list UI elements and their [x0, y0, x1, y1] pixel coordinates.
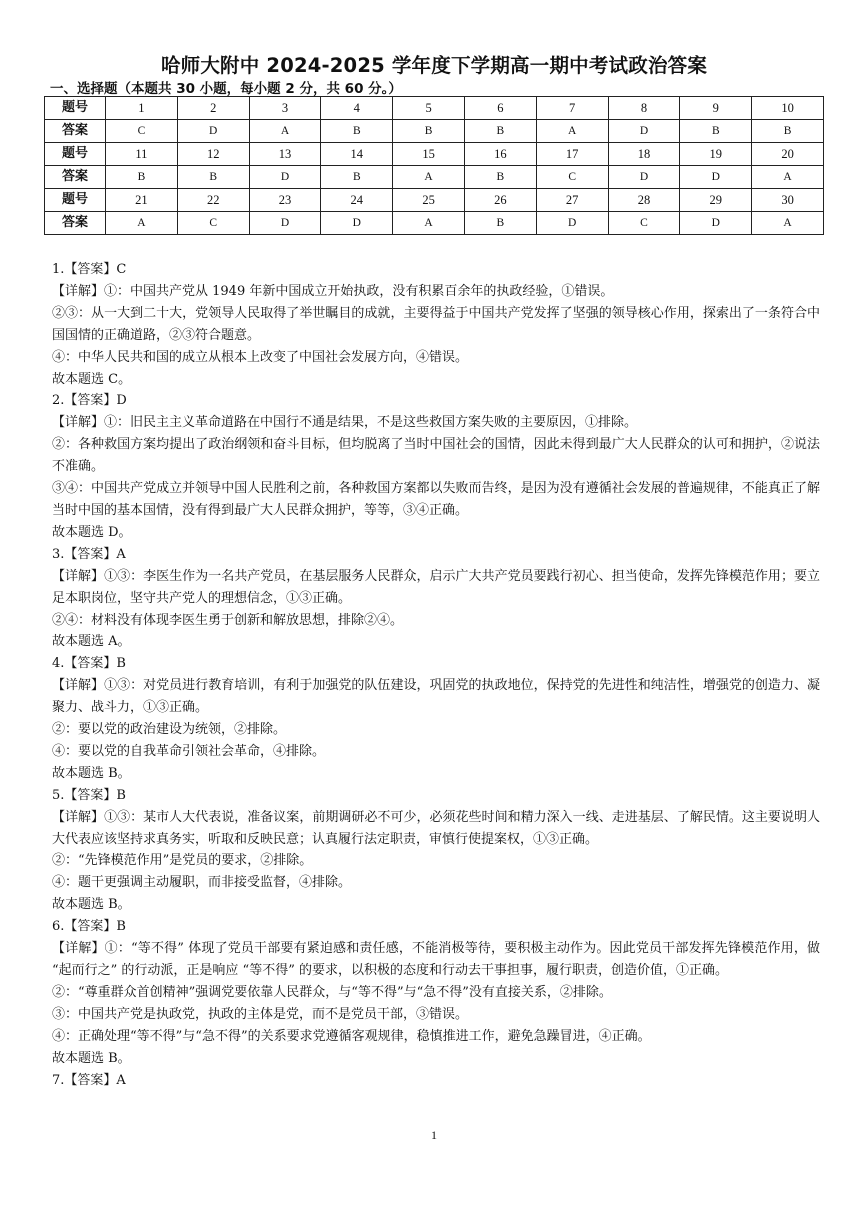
question-number-cell: 11 [106, 143, 178, 166]
question-number-cell: 6 [464, 97, 536, 120]
question-number-row [45, 97, 824, 120]
answer-cell: B [752, 120, 824, 143]
question-number-cell: 19 [680, 143, 752, 166]
question-number-cell: 27 [536, 189, 608, 212]
explanation-line: ④：要以党的自我革命引领社会革命，④排除。 [52, 743, 326, 759]
answer-cell: C [106, 120, 178, 143]
question-number-cell: 18 [608, 143, 680, 166]
answer-cell: B [321, 166, 393, 189]
explanation-line: 故本题选 B。 [52, 765, 131, 781]
explanation-line: ②④：材料没有体现李医生勇于创新和解放思想，排除②④。 [52, 612, 404, 628]
explanation-line: 1.【答案】C [52, 262, 127, 277]
answer-cell: A [752, 166, 824, 189]
answer-cell: A [536, 120, 608, 143]
explanation-line: 2.【答案】D [52, 393, 127, 409]
answer-cell: A [249, 120, 321, 143]
explanation-line: 故本题选 B。 [52, 897, 131, 913]
row-header: 答案 [45, 120, 106, 143]
explanation-line: 故本题选 A。 [52, 634, 131, 650]
answer-cell: B [464, 120, 536, 143]
answer-cell: A [106, 212, 178, 235]
answer-cell: D [177, 120, 249, 143]
question-number-cell: 25 [393, 189, 465, 212]
question-number-cell: 28 [608, 189, 680, 212]
explanation-line: ④：中华人民共和国的成立从根本上改变了中国社会发展方向，④错误。 [52, 349, 469, 365]
answer-cell: D [608, 166, 680, 189]
answer-cell: D [680, 212, 752, 235]
explanation-line: 【详解】①③：李医生作为一名共产党员，在基层服务人民群众，启示广大共产党员要践行初心、担当使命，发挥先锋模范作用；要立足本职岗位，坚守共产党人的理想信念，①③正确。 [52, 568, 820, 606]
explanation-line: ②：“先锋模范作用”是党员的要求，②排除。 [52, 853, 313, 869]
answer-cell: D [680, 166, 752, 189]
answer-cell: D [321, 212, 393, 235]
question-number-cell: 21 [106, 189, 178, 212]
explanation-line: ②③：从一大到二十大，党领导人民取得了举世瞩目的成就，主要得益于中国共产党发挥了坚强的领导核心作用，探索出了一条符合中国国情的正确道路，②③符合题意。 [52, 305, 820, 343]
explanation-line: ③：中国共产党是执政党，执政的主体是党，而不是党员干部，③错误。 [52, 1006, 469, 1022]
question-number-row [45, 189, 824, 212]
answer-cell: B [680, 120, 752, 143]
answer-cell: B [464, 166, 536, 189]
question-number-cell: 3 [249, 97, 321, 120]
question-number-cell: 20 [752, 143, 824, 166]
question-number-cell: 5 [393, 97, 465, 120]
question-number-cell: 1 [106, 97, 178, 120]
question-number-cell: 16 [464, 143, 536, 166]
answer-row [45, 166, 824, 189]
explanation-line: ②：各种救国方案均提出了政治纲领和奋斗目标，但均脱离了当时中国社会的国情，因此未得到最广大人民群众的认可和拥护，②说法不准确。 [52, 437, 820, 475]
question-number-cell: 8 [608, 97, 680, 120]
explanation-line: ②：要以党的政治建设为统领，②排除。 [52, 722, 287, 738]
explanation-line: 【详解】①③：某市人大代表说，准备议案，前期调研必不可少，必须花些时间和精力深入一线、走进基层、了解民情。这主要说明人大代表应该坚持求真务实，听取和反映民意；认真履行法定职责，审慎行使提案权，①③正确。 [52, 809, 820, 847]
answer-cell: D [608, 120, 680, 143]
question-number-cell: 13 [249, 143, 321, 166]
question-number-cell: 15 [393, 143, 465, 166]
row-header: 题号 [45, 143, 106, 166]
explanation-line: 【详解】①：中国共产党从 1949 年新中国成立开始执政，没有积累百余年的执政经验，①错误。 [52, 283, 614, 299]
explanation-line: 4.【答案】B [52, 656, 126, 672]
explanations [52, 259, 820, 1091]
answer-cell: B [321, 120, 393, 143]
explanation-line: ④：正确处理“等不得”与“急不得”的关系要求党遵循客观规律，稳慎推进工作，避免急躁冒进，④正确。 [52, 1028, 651, 1044]
row-header: 题号 [45, 97, 106, 120]
explanation-line: 故本题选 C。 [52, 371, 132, 387]
answer-row [45, 120, 824, 143]
question-number-cell: 29 [680, 189, 752, 212]
row-header: 答案 [45, 166, 106, 189]
question-number-cell: 10 [752, 97, 824, 120]
answer-cell: D [536, 212, 608, 235]
question-number-cell: 9 [680, 97, 752, 120]
question-number-row [45, 143, 824, 166]
question-number-cell: 4 [321, 97, 393, 120]
explanation-line: 7.【答案】A [52, 1072, 126, 1088]
row-header: 答案 [45, 212, 106, 235]
answer-cell: A [393, 212, 465, 235]
explanation-line: ②：“尊重群众首创精神”强调党要依靠人民群众，与“等不得”与“急不得”没有直接关系，②排除。 [52, 984, 612, 1000]
answer-cell: B [464, 212, 536, 235]
answer-cell: B [177, 166, 249, 189]
explanation-line: 6.【答案】B [52, 919, 126, 935]
answer-cell: A [393, 166, 465, 189]
answer-cell: D [249, 212, 321, 235]
question-number-cell: 30 [752, 189, 824, 212]
explanation-line: 故本题选 D。 [52, 524, 132, 540]
answer-cell: B [106, 166, 178, 189]
explanation-line: 【详解】①③：对党员进行教育培训，有利于加强党的队伍建设，巩固党的执政地位，保持党的先进性和纯洁性，增强党的创造力、凝聚力、战斗力，①③正确。 [52, 678, 820, 716]
question-number-cell: 22 [177, 189, 249, 212]
question-number-cell: 26 [464, 189, 536, 212]
answer-table [44, 96, 824, 235]
question-number-cell: 24 [321, 189, 393, 212]
page-number: 1 [431, 1128, 437, 1142]
question-number-cell: 23 [249, 189, 321, 212]
question-number-cell: 14 [321, 143, 393, 166]
explanation-line: 【详解】①：旧民主主义革命道路在中国行不通是结果，不是这些救国方案失败的主要原因，①排除。 [52, 415, 638, 431]
explanation-line: 【详解】①：“等不得” 体现了党员干部要有紧迫感和责任感，不能消极等待，要积极主动作为。因此党员干部发挥先锋模范作用，做 “起而行之” 的行动派，正是响应 “等不得” 的要求，以积极的态度和行动去干事担事，履行职责，创造价值，①正确。 [52, 941, 820, 978]
question-number-cell: 17 [536, 143, 608, 166]
page-title: 哈师大附中 2024-2025 学年度下学期高一期中考试政治答案 [160, 54, 708, 77]
explanation-line: 3.【答案】A [52, 546, 126, 562]
section-heading: 一、选择题（本题共 30 小题，每小题 2 分，共 60 分。） [50, 81, 402, 97]
answer-cell: D [249, 166, 321, 189]
explanation-line: 故本题选 B。 [52, 1050, 131, 1066]
explanation-line: ④：题干更强调主动履职，而非接受监督，④排除。 [52, 875, 352, 891]
row-header: 题号 [45, 189, 106, 212]
answer-row [45, 212, 824, 235]
explanation-line: 5.【答案】B [52, 787, 126, 803]
question-number-cell: 7 [536, 97, 608, 120]
answer-cell: C [536, 166, 608, 189]
question-number-cell: 12 [177, 143, 249, 166]
question-number-cell: 2 [177, 97, 249, 120]
explanation-line: ③④：中国共产党成立并领导中国人民胜利之前，各种救国方案都以失败而告终，是因为没有遵循社会发展的普遍规律，不能真正了解当时中国的基本国情，没有得到最广大人民群众拥护，等等，③④正确。 [52, 481, 820, 518]
answer-cell: C [608, 212, 680, 235]
answer-cell: B [393, 120, 465, 143]
answer-cell: C [177, 212, 249, 235]
answer-cell: A [752, 212, 824, 235]
